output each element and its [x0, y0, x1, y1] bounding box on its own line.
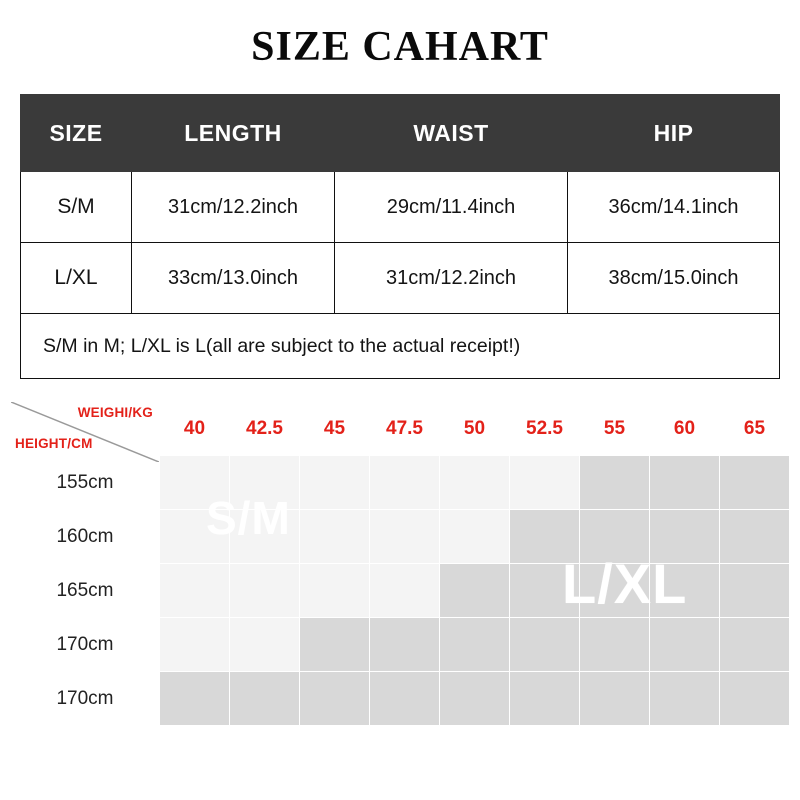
fit-cell: [160, 618, 230, 672]
weight-header-6: 55: [580, 402, 650, 456]
page-title: SIZE CAHART: [251, 24, 549, 70]
fit-cell: [160, 456, 230, 510]
weight-axis-label: WEIGHI/KG: [77, 405, 153, 420]
table-row: [21, 243, 780, 314]
fit-cell: [580, 510, 650, 564]
column-header-size: SIZE: [21, 95, 132, 172]
fit-cell: [580, 672, 650, 726]
fit-grid-row: [11, 672, 790, 726]
fit-cell: [650, 564, 720, 618]
fit-cell: [440, 456, 510, 510]
fit-cell: [300, 456, 370, 510]
fit-cell: [650, 672, 720, 726]
fit-cell: [300, 510, 370, 564]
fit-grid-row: [11, 456, 790, 510]
fit-cell: [650, 510, 720, 564]
fit-cell: [230, 510, 300, 564]
fit-cell: [300, 672, 370, 726]
fit-cell: [160, 564, 230, 618]
fit-cell: [720, 564, 790, 618]
table-note-row: [21, 314, 780, 379]
fit-cell: [160, 672, 230, 726]
fit-grid-row: [11, 618, 790, 672]
fit-cell: [580, 564, 650, 618]
fit-cell: [370, 456, 440, 510]
height-label-0: 155cm: [11, 456, 160, 510]
column-header-hip: HIP: [568, 95, 780, 172]
weight-header-7: 60: [650, 402, 720, 456]
fit-cell: [370, 564, 440, 618]
fit-cell: [370, 618, 440, 672]
height-label-1: 160cm: [11, 510, 160, 564]
fit-cell: [370, 510, 440, 564]
weight-header-3: 47.5: [370, 402, 440, 456]
fit-cell: [720, 618, 790, 672]
fit-cell: [160, 510, 230, 564]
cell-length: 33cm/13.0inch: [132, 243, 335, 314]
fit-cell: [370, 672, 440, 726]
fit-cell: [720, 510, 790, 564]
fit-grid: [10, 401, 790, 726]
fit-cell: [440, 564, 510, 618]
fit-grid-header-row: [11, 402, 790, 456]
fit-cell: [510, 672, 580, 726]
fit-cell: [580, 456, 650, 510]
fit-cell: [650, 456, 720, 510]
weight-header-8: 65: [720, 402, 790, 456]
cell-waist: 31cm/12.2inch: [335, 243, 568, 314]
cell-waist: 29cm/11.4inch: [335, 172, 568, 243]
height-label-3: 170cm: [11, 618, 160, 672]
fit-cell: [230, 564, 300, 618]
fit-cell: [440, 672, 510, 726]
weight-header-0: 40: [160, 402, 230, 456]
fit-grid-table: [10, 401, 790, 726]
fit-cell: [300, 618, 370, 672]
column-header-waist: WAIST: [335, 95, 568, 172]
fit-grid-row: [11, 510, 790, 564]
fit-cell: [720, 456, 790, 510]
fit-cell: [230, 618, 300, 672]
fit-cell: [510, 618, 580, 672]
fit-cell: [580, 618, 650, 672]
zone-label-large: L/XL: [562, 552, 688, 615]
fit-cell: [510, 456, 580, 510]
cell-hip: 38cm/15.0inch: [568, 243, 780, 314]
cell-size: S/M: [21, 172, 132, 243]
zone-label-small: S/M: [206, 492, 291, 544]
fit-grid-corner-cell: [11, 402, 160, 456]
cell-hip: 36cm/14.1inch: [568, 172, 780, 243]
weight-header-5: 52.5: [510, 402, 580, 456]
fit-cell: [300, 564, 370, 618]
fit-cell: [440, 618, 510, 672]
height-label-2: 165cm: [11, 564, 160, 618]
height-label-4: 170cm: [11, 672, 160, 726]
table-row: [21, 172, 780, 243]
table-header-row: [21, 95, 780, 172]
size-measurement-table: [20, 94, 780, 379]
weight-header-4: 50: [440, 402, 510, 456]
column-header-length: LENGTH: [132, 95, 335, 172]
fit-cell: [510, 510, 580, 564]
fit-cell: [440, 510, 510, 564]
fit-cell: [650, 618, 720, 672]
fit-cell: [230, 672, 300, 726]
fit-cell: [720, 672, 790, 726]
weight-header-2: 45: [300, 402, 370, 456]
cell-size: L/XL: [21, 243, 132, 314]
fit-grid-row: [11, 564, 790, 618]
cell-length: 31cm/12.2inch: [132, 172, 335, 243]
weight-header-1: 42.5: [230, 402, 300, 456]
fit-cell: [510, 564, 580, 618]
fit-cell: [230, 456, 300, 510]
height-axis-label: HEIGHT/CM: [15, 436, 93, 451]
size-note: S/M in M; L/XL is L(all are subject to the actual receipt!): [21, 314, 780, 379]
